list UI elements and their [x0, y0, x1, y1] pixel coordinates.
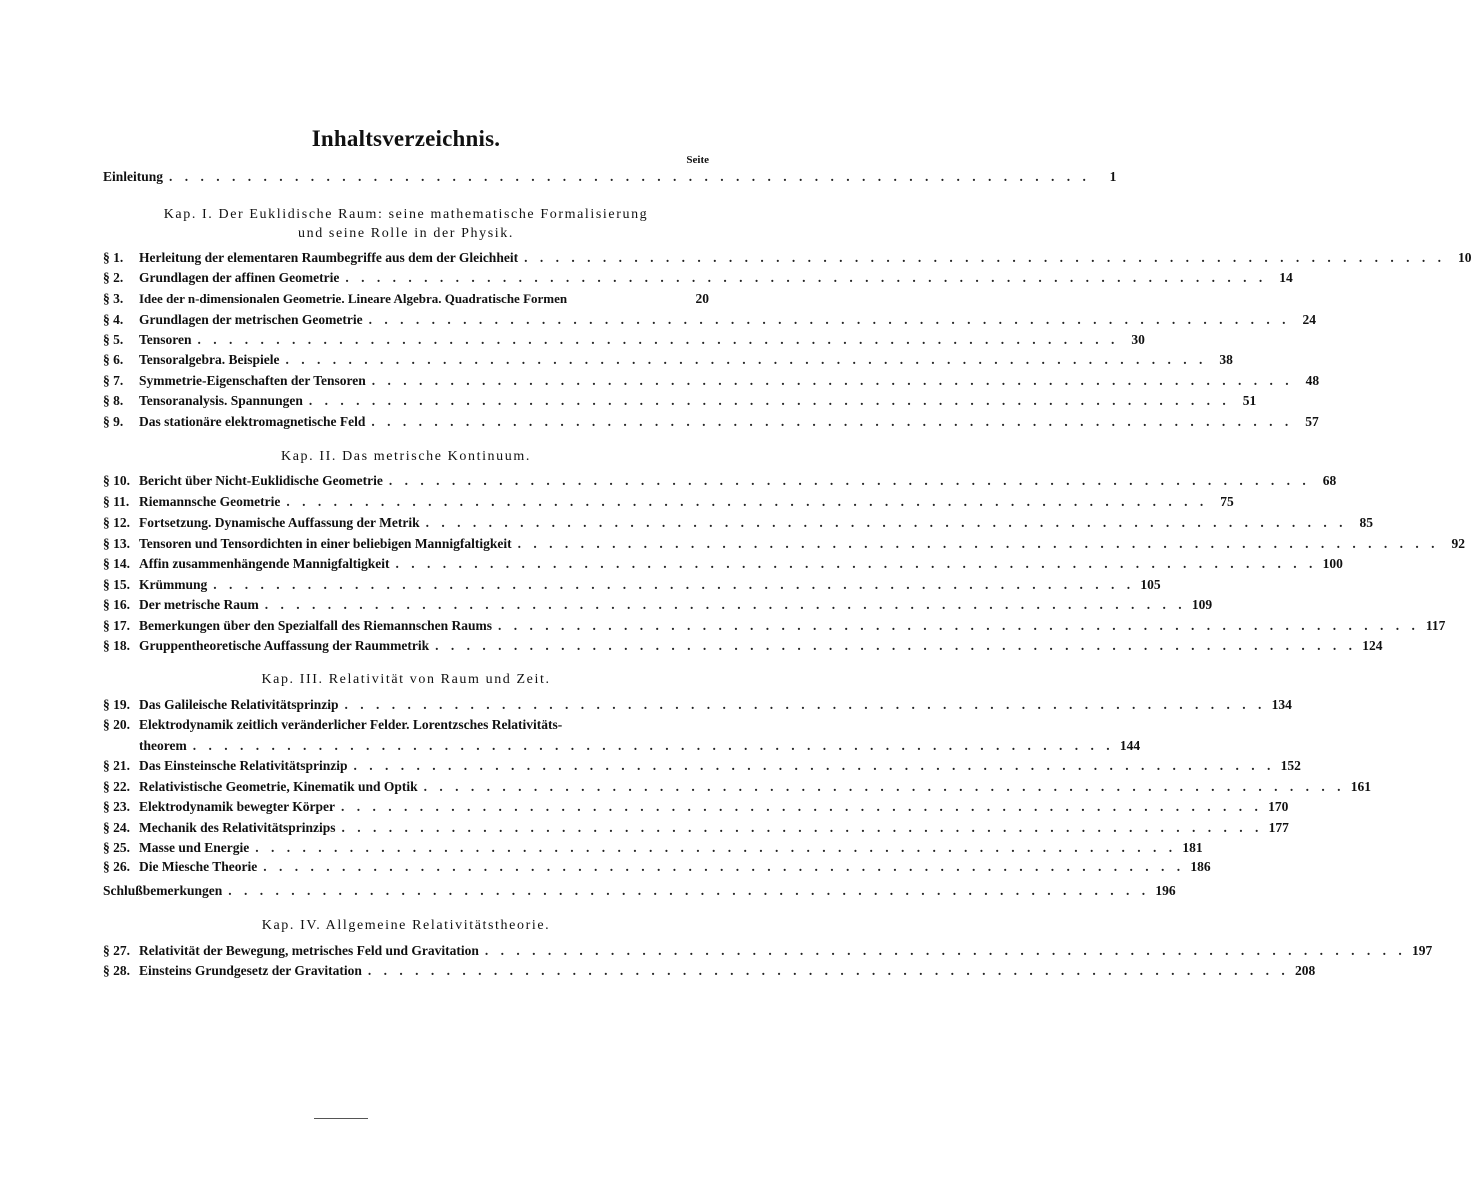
- entry-number: § 26.: [103, 859, 130, 874]
- toc-entry[interactable]: [103, 492, 1234, 512]
- entry-page: 105: [1140, 577, 1161, 592]
- entry-page: 75: [1220, 494, 1234, 509]
- entry-number: § 22.: [103, 779, 130, 794]
- leader-dots: . . . . . . . . . . . . . . . . . . . . . . . . . . . . . . . . . . . . . . . . . . . . . . . . . . . . . . . . . . .: [308, 393, 1231, 408]
- entry-title: Elektrodynamik zeitlich veränderlicher Felder. Lorentzsches Relativitäts-: [139, 717, 563, 732]
- entry-title: Das Einsteinsche Relativitätsprinzip: [139, 758, 348, 773]
- entry-title: Affin zusammenhängende Mannigfaltigkeit: [139, 556, 390, 571]
- entry-title: Elektrodynamik bewegter Körper: [139, 799, 335, 814]
- chapter-heading-1-subtitle: und seine Rolle in der Physik.: [298, 226, 514, 241]
- entry-number: § 2.: [103, 270, 124, 285]
- entry-number: § 12.: [103, 515, 130, 530]
- leader-dots: . . . . . . . . . . . . . . . . . . . . . . . . . . . . . . . . . . . . . . . . . . . . . . . . . . . . . . . . . . .: [255, 840, 1177, 855]
- entry-page: 48: [1305, 373, 1320, 388]
- entry-page: 144: [1119, 738, 1141, 753]
- entry-number: § 17.: [103, 618, 130, 633]
- entry-page: 197: [1411, 943, 1433, 958]
- entry-number: § 16.: [103, 597, 130, 612]
- toc-entry[interactable]: [103, 838, 1203, 858]
- leader-dots: . . . . . . . . . . . . . . . . . . . . . . . . . . . . . . . . . . . . . . . . . . . . . . . . . . . . . . . . . . .: [345, 270, 1267, 285]
- entry-title: Krümmung: [139, 577, 208, 592]
- leader-dots: . . . . . . . . . . . . . . . . . . . . . . . . . . . . . . . . . . . . . . . . . . . . . . . . . . . . . . . . . . .: [344, 697, 1266, 712]
- page-title: Inhaltsverzeichnis.: [311, 126, 501, 151]
- entry-page: 186: [1190, 859, 1211, 874]
- entry-page: 92: [1451, 536, 1465, 551]
- entry-page: 30: [1131, 332, 1145, 347]
- leader-dots: . . . . . . . . . . . . . . . . . . . . . . . . . . . . . . . . . . . . . . . . . . . . . . . . . . . . . . . . . . .: [286, 494, 1208, 509]
- leader-dots: . . . . . . . . . . . . . . . . . . . . . . . . . . . . . . . . . . . . . . . . . . . . . . . . . . . . . . . . . . .: [367, 963, 1290, 978]
- toc-entry[interactable]: [103, 391, 1257, 411]
- entry-page: 161: [1350, 779, 1371, 794]
- entry-title: Einleitung: [103, 169, 164, 184]
- entry-title: Masse und Energie: [139, 840, 250, 855]
- chapter-heading-1: Kap. I. Der Euklidische Raum: seine mathematische Formalisierung: [163, 207, 649, 222]
- entry-title: Tensoren: [139, 332, 192, 347]
- entry-page: 177: [1268, 820, 1289, 835]
- chapter-heading-3: Kap. III. Relativität von Raum und Zeit.: [261, 672, 551, 687]
- entry-number: § 21.: [103, 758, 130, 773]
- entry-number: § 19.: [103, 697, 130, 712]
- leader-dots: . . . . . . . . . . . . . . . . . . . . . . . . . . . . . . . . . . . . . . . . . . . . . . . . . . . . . . . . . . .: [285, 352, 1207, 367]
- entry-title: Das stationäre elektromagnetische Feld: [139, 414, 366, 429]
- entry-page: 1: [1109, 169, 1117, 184]
- leader-dots: . . . . . . . . . . . . . . . . . . . . . . . . . . . . . . . . . . . . . . . . . . . . . . . . . . . . . . . . . . .: [341, 820, 1263, 835]
- entry-title: Fortsetzung. Dynamische Auffassung der Metrik: [139, 515, 420, 530]
- leader-dots: . . . . . . . . . . . . . . . . . . . . . . . . . . . . . . . . . . . . . . . . . . . . . . . . . . . . . . . . . . .: [395, 556, 1317, 571]
- entry-title: Einsteins Grundgesetz der Gravitation: [139, 963, 362, 978]
- entry-title: Symmetrie-Eigenschaften der Tensoren: [139, 373, 366, 388]
- entry-page: 170: [1268, 799, 1289, 814]
- leader-dots: . . . . . . . . . . . . . . . . . . . . . . . . . . . . . . . . . . . . . . . . . . . . . . . . . . . . . . . . . . .: [371, 414, 1293, 429]
- entry-page: 20: [695, 291, 709, 306]
- entry-page: 38: [1219, 352, 1233, 367]
- entry-number: § 27.: [103, 943, 130, 958]
- entry-page: 134: [1271, 697, 1292, 712]
- toc-entry[interactable]: [103, 756, 1301, 776]
- toc-entry[interactable]: [103, 534, 1465, 554]
- toc-entry-schlussbemerkungen[interactable]: [103, 881, 1176, 901]
- entry-number: § 24.: [103, 820, 130, 835]
- entry-number: § 28.: [103, 963, 130, 978]
- entry-page: 208: [1295, 963, 1316, 978]
- entry-title: Tensoralgebra. Beispiele: [139, 352, 280, 367]
- toc-entry[interactable]: [103, 616, 1446, 636]
- leader-dots: . . . . . . . . . . . . . . . . . . . . . . . . . . . . . . . . . . . . . . . . . . . . . . . . . . . . . . . . . . .: [423, 779, 1345, 794]
- entry-title: Tensoranalysis. Spannungen: [139, 393, 303, 408]
- leader-dots: . . . . . . . . . . . . . . . . . . . . . . . . . . . . . . . . . . . . . . . . . . . . . . . . . . . . . . . . . . .: [388, 473, 1311, 488]
- leader-dots: . . . . . . . . . . . . . . . . . . . . . . . . . . . . . . . . . . . . . . . . . . . . . . . . . . . . . . . . . . .: [213, 577, 1135, 592]
- leader-dots: . . . . . . . . . . . . . . . . . . . . . . . . . . . . . . . . . . . . . . . . . . . . . . . . . . . . . . . . . . .: [371, 373, 1294, 388]
- entry-number: § 4.: [103, 312, 124, 327]
- toc-entry[interactable]: [103, 471, 1337, 491]
- toc-entry[interactable]: [103, 777, 1371, 797]
- leader-dots: . . . . . . . . . . . . . . . . . . . . . . . . . . . . . . . . . . . . . . . . . . . . . . . . . . . . . . . . . . .: [192, 738, 1115, 753]
- entry-title: Das Galileische Relativitätsprinzip: [139, 697, 339, 712]
- page-column-label: Seite: [686, 154, 709, 166]
- leader-dots: . . . . . . . . . . . . . . . . . . . . . . . . . . . . . . . . . . . . . . . . . . . . . . . . . . . . . . . . . . .: [197, 332, 1119, 347]
- entry-title: Bemerkungen über den Spezialfall des Riemannschen Raums: [139, 618, 493, 633]
- toc-entry[interactable]: [103, 371, 1320, 391]
- entry-title: Herleitung der elementaren Raumbegriffe aus dem der Gleichheit: [139, 250, 519, 265]
- entry-number: § 25.: [103, 840, 130, 855]
- toc-entry[interactable]: [103, 554, 1343, 574]
- entry-number: § 1.: [103, 250, 124, 265]
- entry-title: Tensoren und Tensordichten in einer beliebigen Mannigfaltigkeit: [139, 536, 512, 551]
- entry-number: § 13.: [103, 536, 130, 551]
- entry-number: § 5.: [103, 332, 124, 347]
- entry-title: Mechanik des Relativitätsprinzips: [139, 820, 336, 835]
- toc-entry[interactable]: [103, 961, 1316, 981]
- entry-number: § 10.: [103, 473, 130, 488]
- entry-title: Grundlagen der affinen Geometrie: [139, 270, 340, 285]
- toc-entry-continuation[interactable]: [103, 736, 1141, 756]
- leader-dots: . . . . . . . . . . . . . . . . . . . . . . . . . . . . . . . . . . . . . . . . . . . . . . . . . . . . . . . . . . .: [517, 536, 1439, 551]
- toc-entry[interactable]: [103, 941, 1433, 961]
- toc-entry[interactable]: [103, 330, 1145, 350]
- entry-title: Grundlagen der metrischen Geometrie: [139, 312, 363, 327]
- entry-page: 196: [1155, 883, 1176, 898]
- leader-dots: . . . . . . . . . . . . . . . . . . . . . . . . . . . . . . . . . . . . . . . . . . . . . . . . . . . . . . . . . . .: [425, 515, 1347, 530]
- entry-title: Bericht über Nicht-Euklidische Geometrie: [139, 473, 383, 488]
- toc-entry[interactable]: [103, 289, 709, 309]
- entry-page: 14: [1279, 270, 1293, 285]
- leader-dots: . . . . . . . . . . . . . . . . . . . . . . . . . . . . . . . . . . . . . . . . . . . . . . . . . . . . . . . . . . .: [353, 758, 1275, 773]
- leader-dots: . . . . . . . . . . . . . . . . . . . . . . . . . . . . . . . . . . . . . . . . . . . . . . . . . . . . . . . . . . .: [498, 618, 1420, 633]
- entry-title: Die Miesche Theorie: [139, 859, 258, 874]
- entry-page: 24: [1302, 312, 1316, 327]
- entry-title: Riemannsche Geometrie: [139, 494, 281, 509]
- toc-entry[interactable]: [103, 575, 1161, 595]
- footer-rule: [314, 1118, 368, 1119]
- leader-dots: . . . . . . . . . . . . . . . . . . . . . . . . . . . . . . . . . . . . . . . . . . . . . . . . . . . . . . . . . . .: [264, 597, 1187, 612]
- toc-entry[interactable]: [103, 350, 1233, 370]
- entry-number: § 9.: [103, 414, 124, 429]
- toc-entry-einleitung[interactable]: [103, 167, 1117, 187]
- leader-dots: . . . . . . . . . . . . . . . . . . . . . . . . . . . . . . . . . . . . . . . . . . . . . . . . . . . . . . . . . . .: [524, 250, 1446, 265]
- toc-entry[interactable]: [103, 695, 1292, 715]
- leader-dots: . . . . . . . . . . . . . . . . . . . . . . . . . . . . . . . . . . . . . . . . . . . . . . . . . . . . . . . . . . .: [228, 883, 1150, 898]
- toc-entry[interactable]: [103, 715, 709, 735]
- toc-entry[interactable]: [103, 412, 1319, 432]
- entry-page: 181: [1182, 840, 1203, 855]
- entry-title: Der metrische Raum: [139, 597, 259, 612]
- entry-number: § 7.: [103, 373, 124, 388]
- toc-entry[interactable]: [103, 857, 1211, 877]
- toc-entry[interactable]: [103, 595, 1213, 615]
- leader-dots: . . . . . . . . . . . . . . . . . . . . . . . . . . . . . . . . . . . . . . . . . . . . . . . . . . . . . . . . . . .: [368, 312, 1290, 327]
- entry-page: 117: [1425, 618, 1446, 633]
- entry-title: theorem: [139, 738, 187, 753]
- entry-number: § 14.: [103, 556, 130, 571]
- entry-page: 51: [1242, 393, 1257, 408]
- toc-entry[interactable]: [103, 513, 1373, 533]
- entry-title: Relativistische Geometrie, Kinematik und Optik: [139, 779, 418, 794]
- leader-dots: . . . . . . . . . . . . . . . . . . . . . . . . . . . . . . . . . . . . . . . . . . . . . . . . . . . . . . . . . . .: [435, 638, 1357, 653]
- entry-number: § 6.: [103, 352, 124, 367]
- entry-number: § 18.: [103, 638, 130, 653]
- entry-title: Schlußbemerkungen: [103, 883, 223, 898]
- toc-entry[interactable]: [103, 310, 1316, 330]
- entry-number: § 3.: [103, 291, 124, 306]
- entry-page: 109: [1191, 597, 1213, 612]
- entry-page: 85: [1359, 515, 1373, 530]
- toc-entry[interactable]: [103, 268, 1293, 288]
- entry-page: 100: [1322, 556, 1343, 571]
- entry-page: 152: [1280, 758, 1301, 773]
- chapter-heading-2: Kap. II. Das metrische Kontinuum.: [281, 449, 531, 464]
- entry-number: § 20.: [103, 717, 130, 732]
- leader-dots: . . . . . . . . . . . . . . . . . . . . . . . . . . . . . . . . . . . . . . . . . . . . . . . . . . . . . . . . . . .: [169, 169, 1091, 184]
- toc-entry[interactable]: [103, 818, 1289, 838]
- entry-title: Gruppentheoretische Auffassung der Raummetrik: [139, 638, 430, 653]
- leader-dots: . . . . . . . . . . . . . . . . . . . . . . . . . . . . . . . . . . . . . . . . . . . . . . . . . . . . . . . . . . .: [484, 943, 1407, 958]
- entry-title: Idee der n-dimensionalen Geometrie. Lineare Algebra. Quadratische Formen: [139, 291, 568, 306]
- entry-page: 68: [1322, 473, 1337, 488]
- entry-page: 124: [1362, 638, 1383, 653]
- chapter-heading-4: Kap. IV. Allgemeine Relativitätstheorie.: [261, 918, 551, 933]
- leader-dots: . . . . . . . . . . . . . . . . . . . . . . . . . . . . . . . . . . . . . . . . . . . . . . . . . . . . . . . . . . .: [340, 799, 1263, 814]
- toc-entry[interactable]: [103, 636, 1383, 656]
- entry-number: § 11.: [103, 494, 130, 509]
- entry-number: § 15.: [103, 577, 130, 592]
- entry-number: § 8.: [103, 393, 124, 408]
- entry-page: 57: [1305, 414, 1319, 429]
- entry-number: § 23.: [103, 799, 130, 814]
- toc-entry[interactable]: [103, 797, 1289, 817]
- entry-title: Relativität der Bewegung, metrisches Feld und Gravitation: [139, 943, 479, 958]
- leader-dots: . . . . . . . . . . . . . . . . . . . . . . . . . . . . . . . . . . . . . . . . . . . . . . . . . . . . . . . . . . .: [263, 859, 1185, 874]
- entry-page: 10: [1457, 250, 1471, 265]
- toc-entry[interactable]: [103, 248, 1471, 268]
